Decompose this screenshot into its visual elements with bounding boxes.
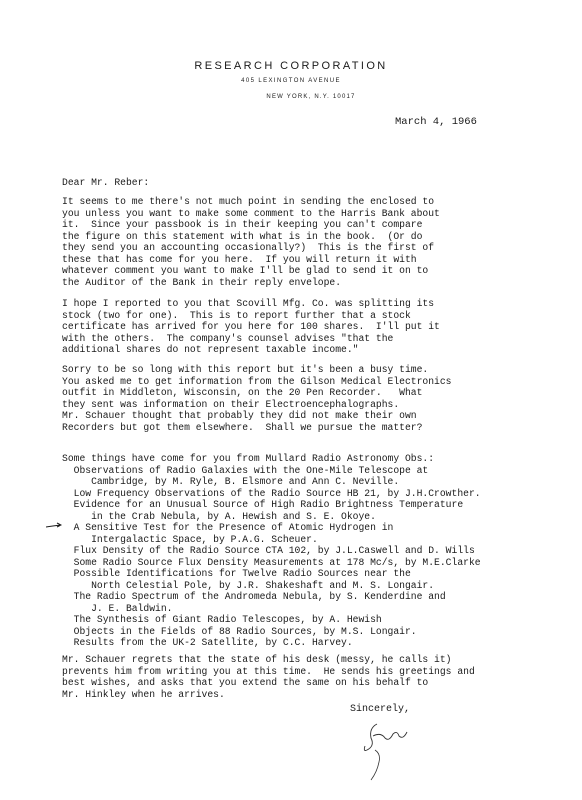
letterhead-city: NEW YORK, N.Y. 10017 bbox=[266, 94, 356, 100]
list-item: in the Crab Nebula, by A. Hewish and S. E. Okoye. bbox=[62, 510, 376, 522]
text-line: prevents him from writing you at this time. He sends his greetings and bbox=[62, 665, 475, 677]
text-line: Mr. Schauer regrets that the state of his desk (messy, he calls it) bbox=[62, 654, 452, 665]
list-item: The Synthesis of Giant Radio Telescopes, by A. Hewish bbox=[62, 614, 382, 625]
salutation: Dear Mr. Reber: bbox=[62, 177, 150, 188]
list-item: Objects in the Fields of 88 Radio Sources, by M.S. Longair. bbox=[62, 625, 417, 637]
list-item: North Celestial Pole, by J.R. Shakeshaft and M. S. Longair. bbox=[62, 579, 435, 591]
letterhead-address: 405 LEXINGTON AVENUE bbox=[241, 78, 341, 84]
list-item: Results from the UK-2 Satellite, by C.C. Harvey. bbox=[62, 637, 353, 648]
text-line: You asked me to get information from the Gilson Medical Electronics bbox=[62, 375, 452, 387]
text-line: Sorry to be so long with this report but it's been a busy time. bbox=[62, 364, 429, 375]
text-line: Mr. Schauer thought that probably they did not make their own bbox=[62, 410, 417, 421]
text-line: certificate has arrived for you here for 100 shares. I'll put it bbox=[62, 321, 440, 332]
list-item: Evidence for an Unusual Source of High Radio Brightness Temperature bbox=[62, 499, 464, 510]
text-line: it. Since your passbook is in their keeping you can't compare bbox=[62, 219, 423, 230]
text-line: additional shares do not represent taxable income." bbox=[62, 344, 359, 355]
text-line: It seems to me there's not much point in sending the enclosed to bbox=[62, 196, 435, 207]
text-line: the Auditor of the Bank in their reply envelope. bbox=[62, 276, 342, 288]
text-line: stock (two for one). This is to report further that a stock bbox=[62, 309, 411, 321]
text-line: best wishes, and asks that you extend the same on his behalf to bbox=[62, 677, 429, 688]
text-line: Some things have come for you from Mullard Radio Astronomy Obs.: bbox=[62, 453, 435, 464]
list-item: Possible Identifications for Twelve Radio Sources near the bbox=[62, 568, 411, 579]
text-line: the figure on this statement with what is in the book. (Or do bbox=[62, 230, 423, 242]
list-item: Cambridge, by M. Ryle, B. Elsmore and Ann C. Neville. bbox=[62, 476, 400, 487]
handwritten-signature bbox=[355, 716, 415, 786]
paragraph-schauer-regards bbox=[62, 654, 582, 700]
paragraph-bank-statement bbox=[62, 196, 582, 288]
text-line: they sent was information on their Electroencephalographs. bbox=[62, 398, 400, 410]
list-item: The Radio Spectrum of the Andromeda Nebula, by S. Kenderdine and bbox=[62, 591, 446, 602]
paragraph-publications-list bbox=[62, 453, 582, 649]
text-line: I hope I reported to you that Scovill Mfg. Co. was splitting its bbox=[62, 298, 435, 309]
list-item: Some Radio Source Flux Density Measurements at 178 Mc/s, by M.E.Clarke bbox=[62, 556, 481, 568]
list-item: Flux Density of the Radio Source CTA 102, by J.L.Caswell and D. Wills bbox=[62, 545, 475, 556]
text-line: you unless you want to make some comment to the Harris Bank about bbox=[62, 207, 440, 219]
letter-date: March 4, 1966 bbox=[395, 116, 477, 128]
text-line: they send you an accounting occasionally?) This is the first of bbox=[62, 242, 435, 253]
text-line: outfit in Middleton, Wisconsin, on the 20 Pen Recorder. What bbox=[62, 387, 423, 398]
paragraph-recorder bbox=[62, 364, 582, 433]
text-line: whatever comment you want to make I'll be glad to send it on to bbox=[62, 265, 429, 276]
list-item: Low Frequency Observations of the Radio Source HB 21, by J.H.Crowther. bbox=[62, 487, 481, 499]
text-line: with the others. The company's counsel advises "that the bbox=[62, 332, 394, 344]
closing: Sincerely, bbox=[350, 704, 411, 715]
text-line: Recorders but got them elsewhere. Shall we pursue the matter? bbox=[62, 421, 423, 433]
list-item: Observations of Radio Galaxies with the One-Mile Telescope at bbox=[62, 464, 429, 476]
letterhead-name: RESEARCH CORPORATION bbox=[194, 60, 388, 72]
text-line: these that has come for you here. If you will return it with bbox=[62, 253, 417, 265]
list-item: J. E. Baldwin. bbox=[62, 602, 173, 614]
paragraph-stock-split bbox=[62, 298, 582, 356]
handwritten-arrow-mark bbox=[46, 522, 62, 530]
text-line: Mr. Hinkley when he arrives. bbox=[62, 688, 225, 700]
list-item: Intergalactic Space, by P.A.G. Scheuer. bbox=[62, 533, 318, 545]
list-item: A Sensitive Test for the Presence of Atomic Hydrogen in bbox=[62, 522, 394, 533]
